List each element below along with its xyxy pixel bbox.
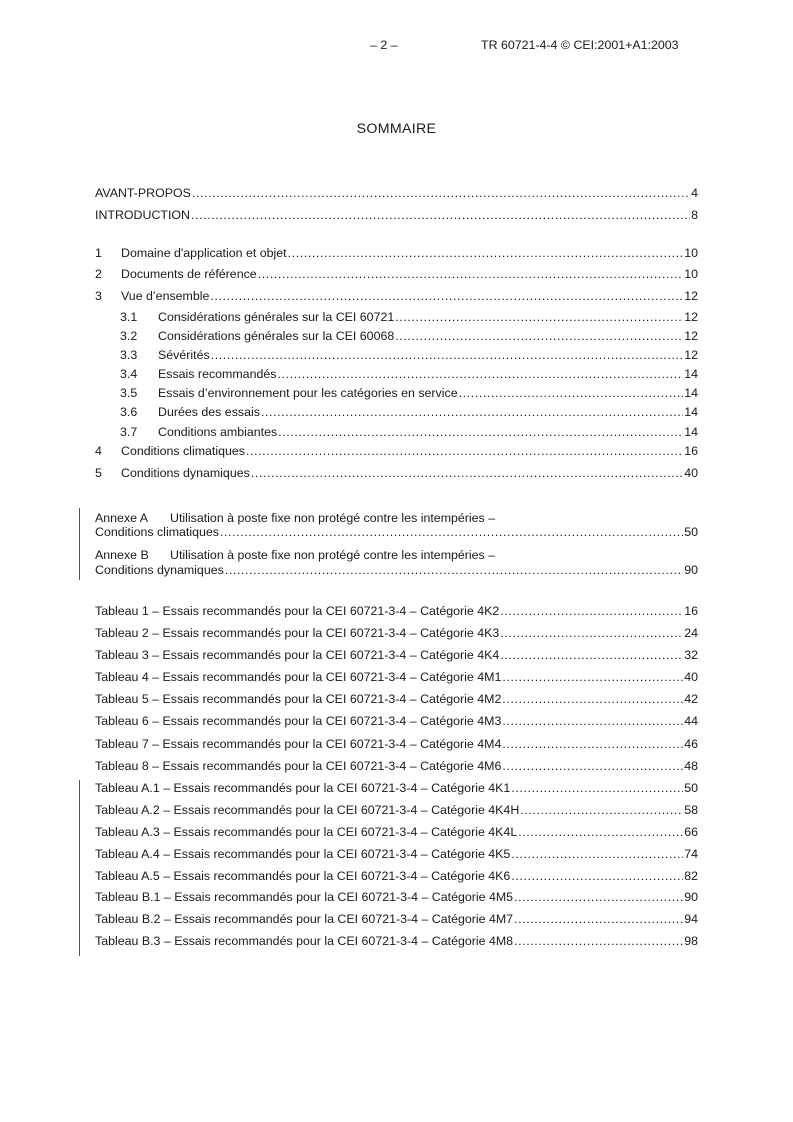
toc-entry-label: Domaine d'application et objet [121,246,287,260]
toc-entry-table[interactable] [95,626,698,642]
toc-entry-table[interactable] [95,825,698,841]
toc-entry-clause-4[interactable] [95,444,698,460]
clause-number: 3.3 [120,348,138,362]
toc-entry-label: Tableau A.2 – Essais recommandés pour la CEI 60721-3-4 – Catégorie 4K4H [95,803,520,817]
toc-entry-page: 44 [684,714,698,728]
clause-number: 1 [95,246,102,260]
toc-entry-page: 50 [684,525,698,539]
toc-entry-label: Tableau B.2 – Essais recommandés pour la CEI 60721-3-4 – Catégorie 4M7 [95,912,514,926]
toc-entry-page: 32 [684,648,698,662]
toc-entry-table[interactable] [95,648,698,664]
toc-entry-label: Tableau 4 – Essais recommandés pour la CEI 60721-3-4 – Catégorie 4M1 [95,670,502,684]
toc-entry-label: Tableau 6 – Essais recommandés pour la CEI 60721-3-4 – Catégorie 4M3 [95,714,502,728]
toc-entry-label: Sévérités [158,348,210,362]
toc-entry-clause-3-5[interactable] [120,386,698,402]
dot-leader [502,759,683,773]
dot-leader [500,648,683,662]
toc-entry-label: Essais recommandés [158,367,277,381]
clause-number: 3 [95,289,102,303]
toc-entry-label: Tableau A.5 – Essais recommandés pour la CEI 60721-3-4 – Catégorie 4K6 [95,869,511,883]
toc-entry-label: INTRODUCTION [95,208,190,222]
toc-entry-page: 14 [684,425,698,439]
toc-entry-page: 10 [684,246,698,260]
toc-entry-clause-5[interactable] [95,466,698,482]
dot-leader [277,367,683,381]
toc-entry-table[interactable] [95,737,698,753]
toc-entry-page: 98 [684,934,698,948]
toc-entry-introduction[interactable] [95,208,698,224]
toc-entry-clause-3-7[interactable] [120,425,698,441]
annex-title: Utilisation à poste fixe non protégé contre les intempéries – [170,548,496,562]
toc-entry-page: 48 [684,759,698,773]
toc-entry-annex-b[interactable] [95,563,698,579]
dot-leader [511,781,683,795]
toc-entry-label: Conditions climatiques [121,444,245,458]
toc-entry-label: Tableau 3 – Essais recommandés pour la CEI 60721-3-4 – Catégorie 4K4 [95,648,500,662]
annex-subtitle: Conditions climatiques [95,525,219,539]
toc-entry-table[interactable] [95,869,698,885]
toc-entry-clause-3-4[interactable] [120,367,698,383]
toc-entry-clause-3-6[interactable] [120,405,698,421]
toc-entry-page: 50 [684,781,698,795]
toc-entry-page: 42 [684,692,698,706]
toc-entry-clause-3[interactable] [95,289,698,305]
toc-entry-annex-b-title[interactable] [95,548,495,564]
toc-entry-clause-3-3[interactable] [120,348,698,364]
toc-entry-page: 10 [684,267,698,281]
toc-entry-page: 16 [684,604,698,618]
page-header [0,38,793,54]
toc-entry-page: 82 [684,869,698,883]
toc-entry-page: 90 [684,563,698,577]
toc-entry-label: Tableau 1 – Essais recommandés pour la CEI 60721-3-4 – Catégorie 4K2 [95,604,500,618]
clause-number: 4 [95,444,102,458]
toc-entry-page: 24 [684,626,698,640]
dot-leader [514,934,683,948]
toc-entry-table[interactable] [95,759,698,775]
annex-code: Annexe B [95,548,149,562]
toc-entry-page: 66 [684,825,698,839]
toc-entry-page: 14 [684,405,698,419]
toc-entry-annex-a[interactable] [95,525,698,541]
clause-number: 5 [95,466,102,480]
dot-leader [500,604,683,618]
dot-leader [278,425,683,439]
toc-entry-table[interactable] [95,912,698,928]
clause-number: 3.7 [120,425,138,439]
dot-leader [502,670,683,684]
page-title: SOMMAIRE [356,121,437,137]
toc-entry-table[interactable] [95,847,698,863]
toc-entry-page: 40 [684,466,698,480]
toc-entry-table[interactable] [95,890,698,906]
toc-entry-page: 4 [691,186,698,200]
toc-entry-page: 74 [684,847,698,861]
dot-leader [395,310,683,324]
dot-leader [288,246,684,260]
clause-number: 3.1 [120,310,138,324]
toc-entry-label: Tableau 5 – Essais recommandés pour la CEI 60721-3-4 – Catégorie 4M2 [95,692,502,706]
toc-entry-label: Considérations générales sur la CEI 60068 [158,329,395,343]
toc-entry-clause-1[interactable] [95,246,698,262]
toc-entry-clause-3-2[interactable] [120,329,698,345]
toc-entry-table[interactable] [95,670,698,686]
toc-entry-page: 12 [684,289,698,303]
toc-entry-page: 16 [684,444,698,458]
dot-leader [395,329,683,343]
clause-number: 3.5 [120,386,138,400]
dot-leader [502,692,683,706]
toc-entry-clause-2[interactable] [95,267,698,283]
toc-entry-label: Essais d’environnement pour les catégories en service [158,386,458,400]
toc-entry-page: 90 [684,890,698,904]
toc-entry-label: Tableau A.4 – Essais recommandés pour la CEI 60721-3-4 – Catégorie 4K5 [95,847,511,861]
clause-number: 3.6 [120,405,138,419]
dot-leader [261,405,683,419]
dot-leader [502,737,683,751]
dot-leader [459,386,684,400]
dot-leader [511,847,683,861]
toc-entry-page: 94 [684,912,698,926]
toc-entry-label: Vue d’ensemble [121,289,210,303]
clause-number: 3.2 [120,329,138,343]
annex-title: Utilisation à poste fixe non protégé contre les intempéries – [170,511,496,525]
toc-entry-clause-3-1[interactable] [120,310,698,326]
annex-subtitle: Conditions dynamiques [95,563,224,577]
toc-entry-page: 14 [684,386,698,400]
standard-reference: TR 60721-4-4 © CEI:2001+A1:2003 [481,38,679,52]
toc-entry-page: 12 [684,348,698,362]
toc-entry-table[interactable] [95,714,698,730]
toc-entry-page: 8 [691,208,698,222]
toc-entry-page: 12 [684,310,698,324]
toc-entry-label: Documents de référence [121,267,257,281]
toc-entry-label: AVANT-PROPOS [95,186,191,200]
toc-entry-label: Considérations générales sur la CEI 60721 [158,310,395,324]
page-number: – 2 – [370,38,398,52]
toc-entry-label: Tableau B.3 – Essais recommandés pour la CEI 60721-3-4 – Catégorie 4M8 [95,934,514,948]
toc-entry-label: Conditions ambiantes [158,425,278,439]
toc-entry-page: 58 [684,803,698,817]
toc-entry-label: Tableau A.3 – Essais recommandés pour la CEI 60721-3-4 – Catégorie 4K4L [95,825,518,839]
toc-entry-table[interactable] [95,604,698,620]
annex-code: Annexe A [95,511,149,525]
toc-entry-label: Durées des essais [158,405,260,419]
toc-entry-avant-propos[interactable] [95,186,698,202]
dot-leader [225,563,683,577]
toc-entry-page: 40 [684,670,698,684]
dot-leader [518,825,683,839]
toc-entry-table[interactable] [95,781,698,797]
toc-entry-label: Tableau A.1 – Essais recommandés pour la CEI 60721-3-4 – Catégorie 4K1 [95,781,511,795]
dot-leader [210,289,683,303]
dot-leader [192,186,690,200]
dot-leader [502,714,683,728]
dot-leader [211,348,684,362]
change-bar [79,780,80,956]
dot-leader [258,267,684,281]
clause-number: 2 [95,267,102,281]
dot-leader [514,890,683,904]
toc-entry-label: Tableau B.1 – Essais recommandés pour la CEI 60721-3-4 – Catégorie 4M5 [95,890,514,904]
dot-leader [246,444,683,458]
dot-leader [500,626,683,640]
dot-leader [220,525,683,539]
toc-entry-label: Tableau 2 – Essais recommandés pour la CEI 60721-3-4 – Catégorie 4K3 [95,626,500,640]
change-bar [79,508,80,580]
dot-leader [520,803,683,817]
dot-leader [511,869,683,883]
toc-entry-page: 14 [684,367,698,381]
toc-entry-label: Tableau 8 – Essais recommandés pour la CEI 60721-3-4 – Catégorie 4M6 [95,759,502,773]
dot-leader [514,912,683,926]
toc-entry-page: 12 [684,329,698,343]
toc-entry-page: 46 [684,737,698,751]
toc-entry-table[interactable] [95,692,698,708]
clause-number: 3.4 [120,367,138,381]
dot-leader [191,208,690,222]
toc-entry-table[interactable] [95,934,698,950]
toc-entry-table[interactable] [95,803,698,819]
toc-entry-label: Conditions dynamiques [121,466,250,480]
dot-leader [251,466,683,480]
toc-entry-label: Tableau 7 – Essais recommandés pour la CEI 60721-3-4 – Catégorie 4M4 [95,737,502,751]
